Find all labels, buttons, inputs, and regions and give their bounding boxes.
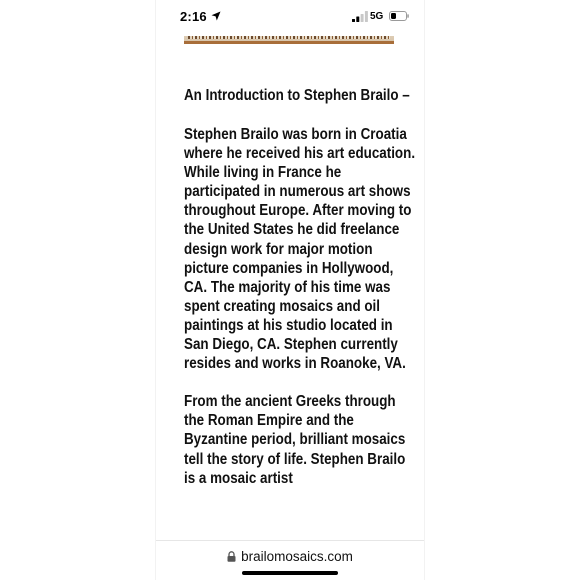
background-left: [0, 0, 156, 580]
address-field[interactable]: [156, 549, 424, 564]
home-indicator[interactable]: [242, 571, 338, 575]
lock-icon: [227, 551, 236, 562]
network-label: 5G: [370, 11, 384, 22]
battery-icon: [389, 11, 409, 21]
status-bar: [156, 0, 424, 36]
phone-screen: [156, 0, 424, 580]
article-title: An Introduction to Stephen Brailo –: [184, 87, 410, 104]
article-paragraph: Stephen Brailo was born in Croatia where he received his art education. While living in France he participated in numerous art shows throughout Europe. After moving to the United States he did freelance design work for major motion picture companies in Hollywood, CA. The majority of his time was spent creating mosaics and oil paintings at his studio located in San Diego, CA. Stephen currently resides and works in Roanoke, VA.: [184, 126, 416, 373]
article-paragraph: From the ancient Greeks through the Roman Empire and the Byzantine period, brilliant mosaics tell the story of life. Stephen Brailo is a mosaic artist: [184, 393, 406, 487]
browser-address-bar[interactable]: [156, 540, 424, 580]
status-time: 2:16: [180, 9, 207, 24]
article-body: [184, 86, 416, 507]
signal-icon: [352, 11, 368, 22]
url-text: brailomosaics.com: [241, 549, 353, 564]
location-arrow-icon: [211, 11, 221, 21]
background-right: [424, 0, 580, 580]
